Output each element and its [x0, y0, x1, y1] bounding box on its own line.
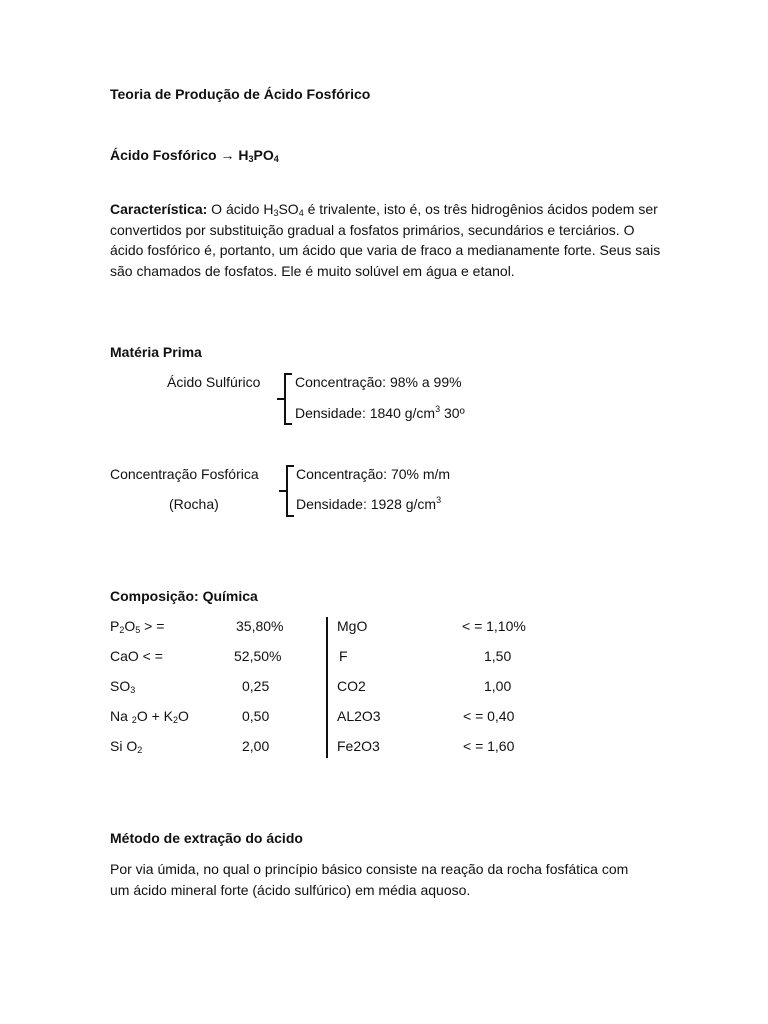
left-value-3: 0,25 — [242, 678, 270, 694]
acido-sulfurico-name: Ácido Sulfúrico — [167, 374, 261, 390]
formula-heading — [110, 145, 279, 166]
left-value-1: 35,80% — [236, 618, 284, 634]
caracteristica-paragraph — [110, 199, 662, 281]
right-value-2: 1,50 — [484, 648, 512, 664]
metodo-heading: Método de extração do ácido — [110, 830, 303, 846]
right-compound-4: AL2O3 — [337, 708, 381, 724]
left-compound-2: CaO < = — [110, 648, 163, 664]
table-divider — [326, 617, 328, 758]
right-compound-2: F — [339, 648, 348, 664]
metodo-paragraph: Por via úmida, no qual o princípio básico consiste na reação da rocha fosfática com um ácido mineral forte (ácido sulfúrico) em média aquoso. — [110, 861, 629, 898]
right-value-5: < = 1,60 — [463, 738, 515, 754]
right-value-4: < = 0,40 — [463, 708, 515, 724]
rocha-densidade-value: Densidade: 1928 g/cm — [296, 496, 437, 512]
right-compound-5: Fe2O3 — [337, 738, 380, 754]
left-compound-3: $SO_3$ — [110, 678, 136, 695]
rocha-concentracao: Concentração: 70% m/m — [296, 466, 451, 482]
right-value-1: < = 1,10% — [462, 618, 526, 634]
left-compound-4: Na $_2O + K_2O$ — [110, 708, 189, 725]
left-value-5: 2,00 — [242, 738, 270, 754]
left-value-4: 0,50 — [242, 708, 270, 724]
acido-densidade — [295, 403, 465, 424]
left-compound-1: $P_2O_5$ > = — [110, 618, 165, 635]
page-title: Teoria de Produção de Ácido Fosfórico — [110, 86, 371, 102]
caracteristica-text-after: é trivalente, isto é, os três hidrogênios ácidos podem ser convertidos por substituição gradual a fosfatos primários, secundários e terciários. O ácido fosfórico é, portanto, um ácido que varia de fraco a medianamente forte. Seus sais são chamados de fosfatos. Ele é muito solúvel em água e etanol. — [110, 201, 661, 279]
formula-h3po4: $H_3PO_4$ — [238, 147, 279, 164]
right-compound-3: CO2 — [337, 678, 366, 694]
rocha-name: Concentração Fosfórica — [110, 466, 259, 482]
arrow-icon: → — [220, 147, 235, 163]
caracteristica-label: Característica: — [110, 201, 208, 217]
caracteristica-text-before: O ácido — [211, 201, 260, 217]
rocha-sub-name: (Rocha) — [169, 496, 219, 512]
acido-densidade-suffix: 30º — [440, 405, 465, 421]
right-value-3: 1,00 — [484, 678, 512, 694]
acido-concentracao: Concentração: 98% a 99% — [295, 374, 462, 390]
acido-densidade-sup: 3 — [435, 404, 441, 414]
left-value-2: 52,50% — [234, 648, 282, 664]
acido-brace — [284, 373, 292, 425]
right-compound-1: MgO — [337, 618, 368, 634]
rocha-densidade-sup: 3 — [436, 495, 442, 505]
left-compound-5: Si $O_2$ — [110, 738, 143, 755]
rocha-densidade — [296, 494, 441, 515]
rocha-brace — [286, 465, 294, 517]
composicao-heading: Composição: Química — [110, 588, 258, 604]
formula-heading-label: Ácido Fosfórico — [110, 147, 217, 163]
acido-densidade-value: Densidade: 1840 g/cm — [295, 405, 436, 421]
formula-h3so4: $H_3SO_4$ — [263, 201, 304, 218]
materia-prima-heading: Matéria Prima — [110, 344, 202, 360]
